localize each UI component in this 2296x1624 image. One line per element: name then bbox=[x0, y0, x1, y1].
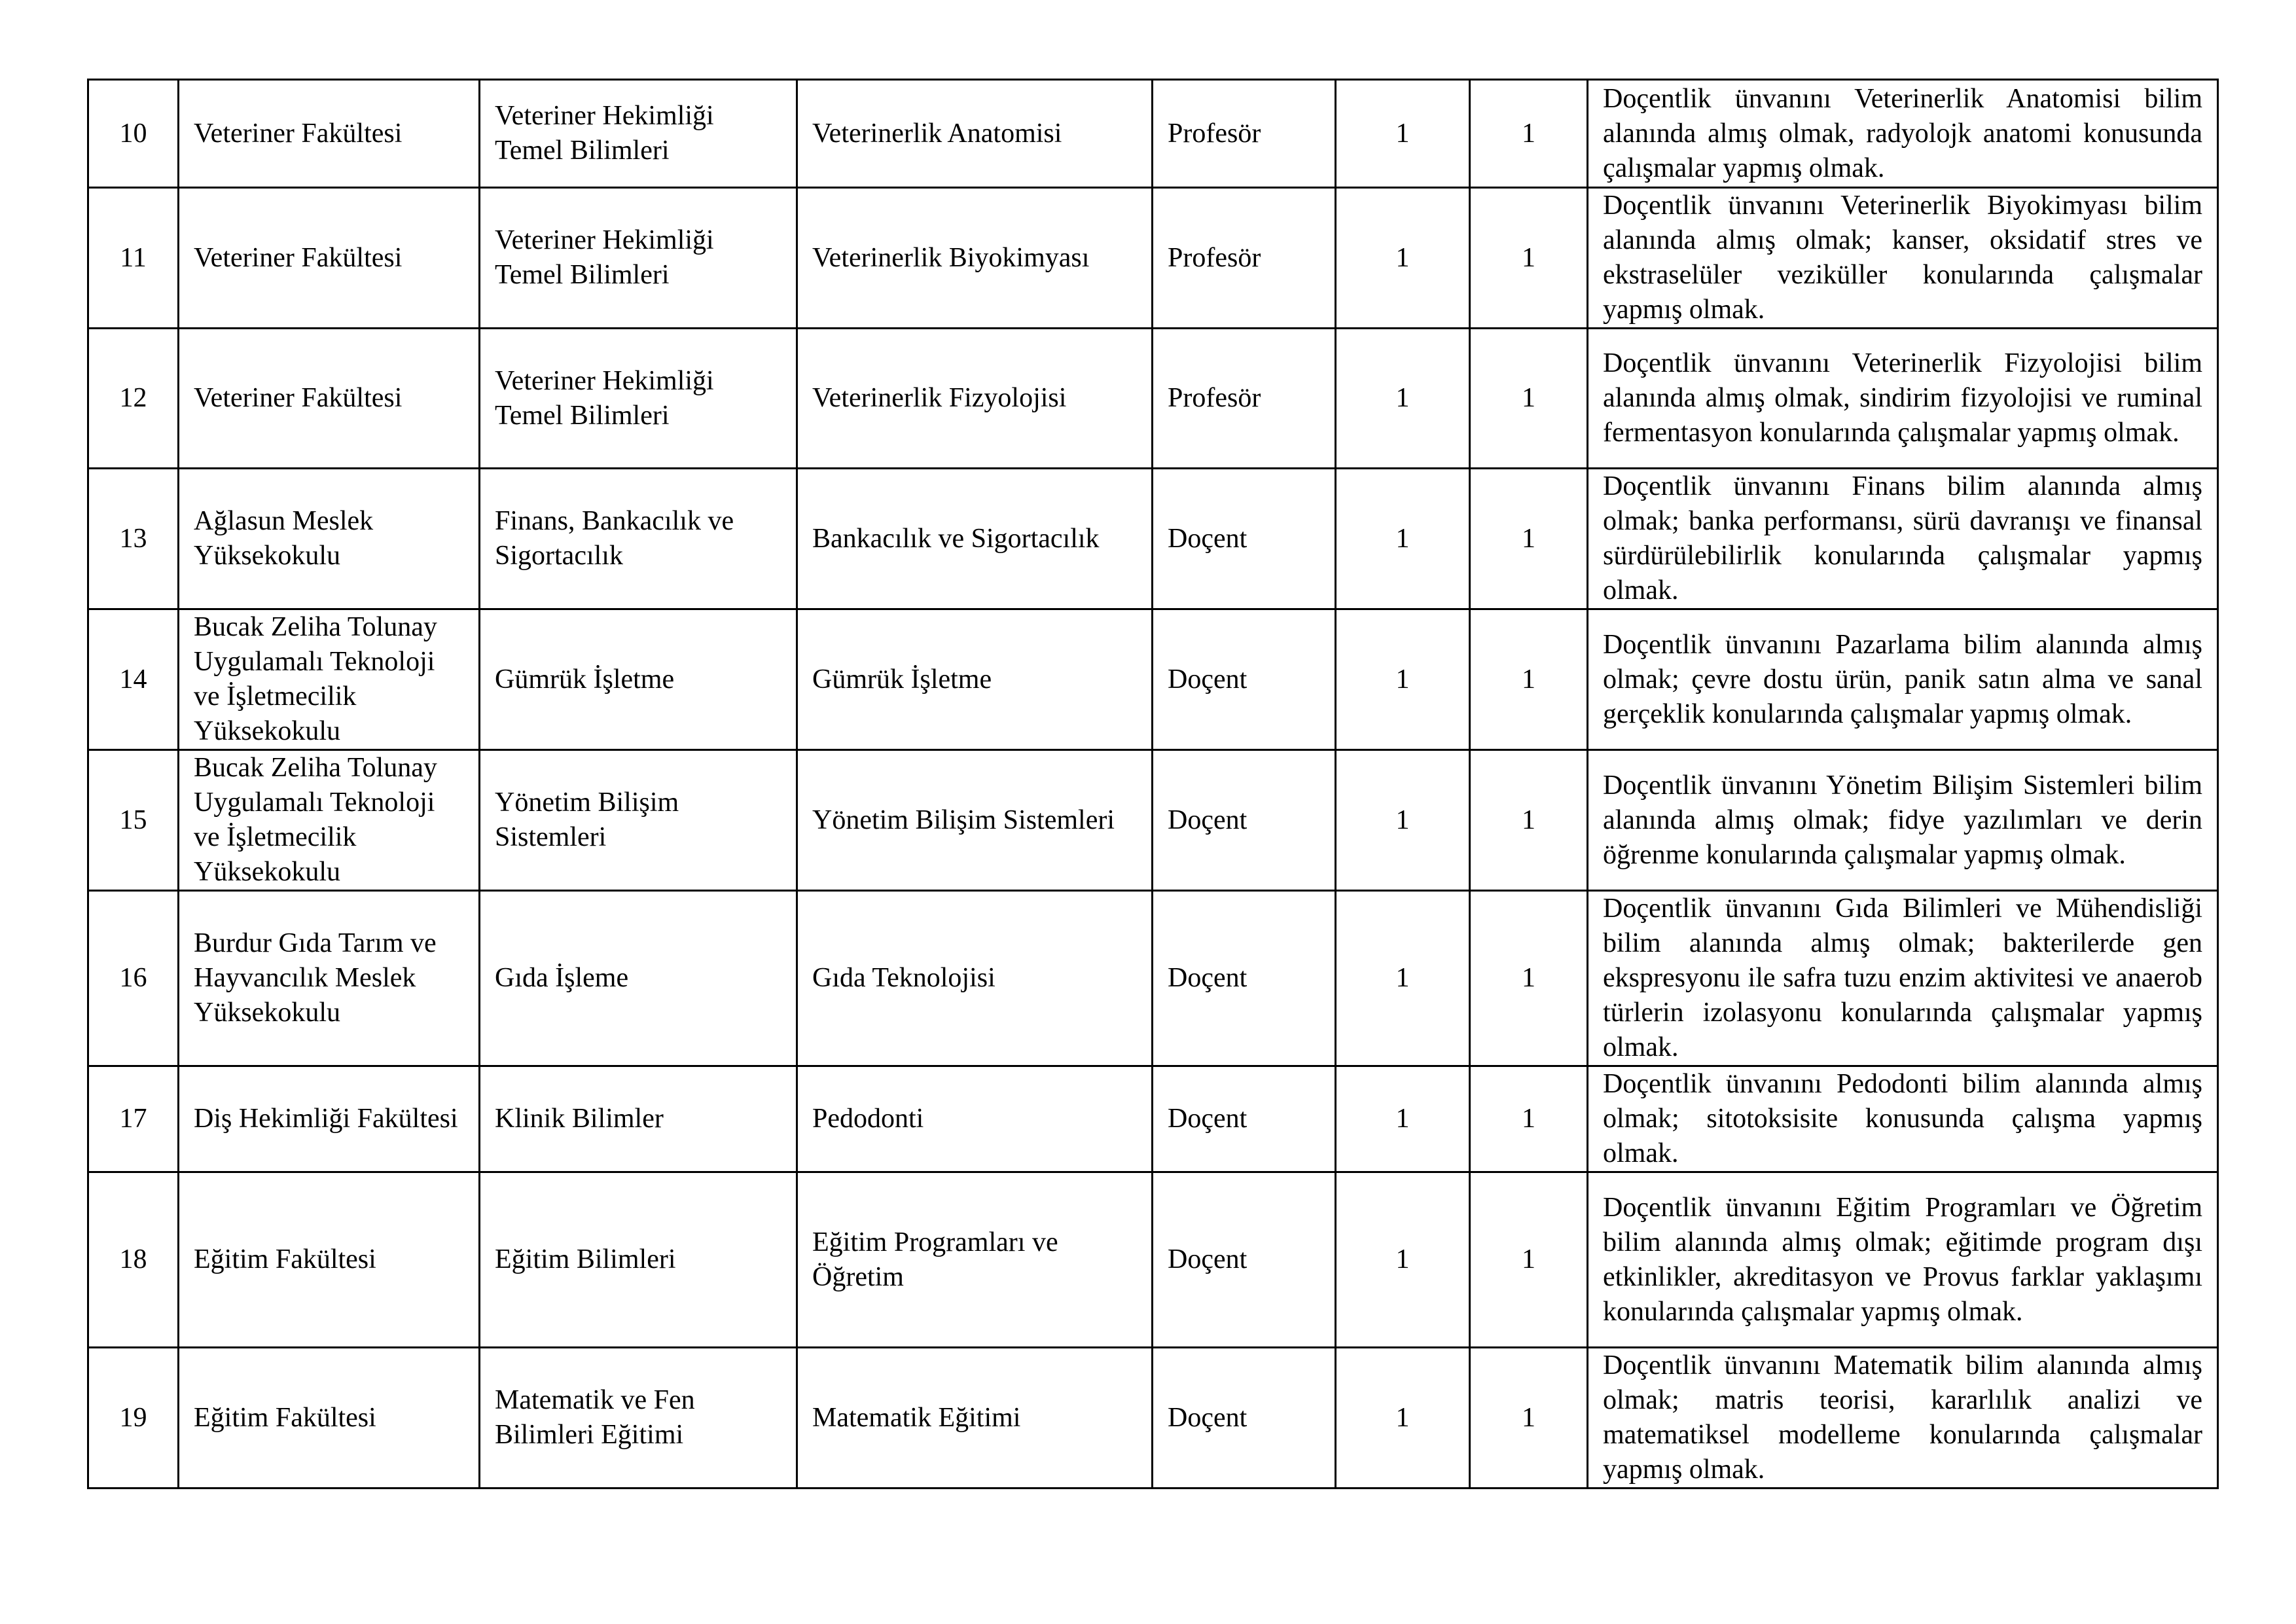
department-cell: Veteriner Hekimliği Temel Bilimleri bbox=[480, 329, 797, 469]
title-cell: Doçent bbox=[1153, 891, 1336, 1066]
degree-cell: 1 bbox=[1336, 188, 1470, 329]
unit-cell: Veteriner Fakültesi bbox=[179, 188, 480, 329]
condition-cell: Doçentlik ünvanını Veterinerlik Anatomisi bilim alanında almış olmak, radyolojk anatomi konusunda çalışmalar yapmış olmak. bbox=[1588, 80, 2218, 188]
table-row bbox=[88, 329, 2218, 469]
degree-cell: 1 bbox=[1336, 1348, 1470, 1489]
condition-cell: Doçentlik ünvanını Gıda Bilimleri ve Mühendisliği bilim alanında almış olmak; bakterilerde gen ekspresyonu ile safra tuzu enzim aktivitesi ve anaerob türlerin izolasyonu konularında çalışmalar yapmış olmak. bbox=[1588, 891, 2218, 1066]
table-row bbox=[88, 1066, 2218, 1172]
unit-cell: Burdur Gıda Tarım ve Hayvancılık Meslek Yüksekokulu bbox=[179, 891, 480, 1066]
degree-cell: 1 bbox=[1336, 891, 1470, 1066]
department-cell: Klinik Bilimler bbox=[480, 1066, 797, 1172]
title-cell: Doçent bbox=[1153, 1172, 1336, 1348]
department-cell: Finans, Bankacılık ve Sigortacılık bbox=[480, 469, 797, 609]
table-row bbox=[88, 1348, 2218, 1489]
row-number: 13 bbox=[88, 469, 179, 609]
faculty-positions-table bbox=[87, 79, 2219, 1489]
table-row bbox=[88, 188, 2218, 329]
condition-cell: Doçentlik ünvanını Matematik bilim alanında almış olmak; matris teorisi, kararlılık analizi ve matematiksel modelleme konularında çalışmalar yapmış olmak. bbox=[1588, 1348, 2218, 1489]
degree-cell: 1 bbox=[1336, 1066, 1470, 1172]
count-cell: 1 bbox=[1470, 609, 1588, 750]
degree-cell: 1 bbox=[1336, 469, 1470, 609]
department-cell: Gıda İşleme bbox=[480, 891, 797, 1066]
degree-cell: 1 bbox=[1336, 329, 1470, 469]
field-cell: Eğitim Programları ve Öğretim bbox=[797, 1172, 1153, 1348]
row-number: 16 bbox=[88, 891, 179, 1066]
unit-cell: Ağlasun Meslek Yüksekokulu bbox=[179, 469, 480, 609]
title-cell: Doçent bbox=[1153, 469, 1336, 609]
field-cell: Veterinerlik Anatomisi bbox=[797, 80, 1153, 188]
department-cell: Yönetim Bilişim Sistemleri bbox=[480, 750, 797, 891]
condition-cell: Doçentlik ünvanını Pazarlama bilim alanında almış olmak; çevre dostu ürün, panik satın alma ve sanal gerçeklik konularında çalışmalar yapmış olmak. bbox=[1588, 609, 2218, 750]
table-row bbox=[88, 80, 2218, 188]
field-cell: Veterinerlik Biyokimyası bbox=[797, 188, 1153, 329]
condition-cell: Doçentlik ünvanını Veterinerlik Biyokimyası bilim alanında almış olmak; kanser, oksidatif stres ve ekstraselüler veziküller konularında çalışmalar yapmış olmak. bbox=[1588, 188, 2218, 329]
department-cell: Gümrük İşletme bbox=[480, 609, 797, 750]
count-cell: 1 bbox=[1470, 891, 1588, 1066]
count-cell: 1 bbox=[1470, 1348, 1588, 1489]
count-cell: 1 bbox=[1470, 469, 1588, 609]
condition-cell: Doçentlik ünvanını Pedodonti bilim alanında almış olmak; sitotoksisite konusunda çalışma yapmış olmak. bbox=[1588, 1066, 2218, 1172]
field-cell: Bankacılık ve Sigortacılık bbox=[797, 469, 1153, 609]
condition-cell: Doçentlik ünvanını Yönetim Bilişim Sistemleri bilim alanında almış olmak; fidye yazılımları ve derin öğrenme konularında çalışmalar yapmış olmak. bbox=[1588, 750, 2218, 891]
department-cell: Eğitim Bilimleri bbox=[480, 1172, 797, 1348]
row-number: 14 bbox=[88, 609, 179, 750]
table-row bbox=[88, 1172, 2218, 1348]
table-row bbox=[88, 609, 2218, 750]
condition-cell: Doçentlik ünvanını Eğitim Programları ve Öğretim bilim alanında almış olmak; eğitimde program dışı etkinlikler, akreditasyon ve Provus farklar yaklaşımı konularında çalışmalar yapmış olmak. bbox=[1588, 1172, 2218, 1348]
field-cell: Veterinerlik Fizyolojisi bbox=[797, 329, 1153, 469]
department-cell: Veteriner Hekimliği Temel Bilimleri bbox=[480, 80, 797, 188]
row-number: 12 bbox=[88, 329, 179, 469]
degree-cell: 1 bbox=[1336, 80, 1470, 188]
count-cell: 1 bbox=[1470, 750, 1588, 891]
unit-cell: Bucak Zeliha Tolunay Uygulamalı Teknoloji ve İşletmecilik Yüksekokulu bbox=[179, 750, 480, 891]
count-cell: 1 bbox=[1470, 329, 1588, 469]
title-cell: Doçent bbox=[1153, 609, 1336, 750]
table-row bbox=[88, 469, 2218, 609]
row-number: 11 bbox=[88, 188, 179, 329]
title-cell: Doçent bbox=[1153, 1066, 1336, 1172]
count-cell: 1 bbox=[1470, 1066, 1588, 1172]
degree-cell: 1 bbox=[1336, 750, 1470, 891]
title-cell: Profesör bbox=[1153, 80, 1336, 188]
unit-cell: Eğitim Fakültesi bbox=[179, 1348, 480, 1489]
field-cell: Pedodonti bbox=[797, 1066, 1153, 1172]
condition-cell: Doçentlik ünvanını Veterinerlik Fizyolojisi bilim alanında almış olmak, sindirim fizyolojisi ve ruminal fermentasyon konularında çalışmalar yapmış olmak. bbox=[1588, 329, 2218, 469]
field-cell: Gıda Teknolojisi bbox=[797, 891, 1153, 1066]
title-cell: Doçent bbox=[1153, 1348, 1336, 1489]
row-number: 10 bbox=[88, 80, 179, 188]
row-number: 19 bbox=[88, 1348, 179, 1489]
table-row bbox=[88, 750, 2218, 891]
title-cell: Profesör bbox=[1153, 188, 1336, 329]
table-row bbox=[88, 891, 2218, 1066]
count-cell: 1 bbox=[1470, 80, 1588, 188]
unit-cell: Veteriner Fakültesi bbox=[179, 329, 480, 469]
condition-cell: Doçentlik ünvanını Finans bilim alanında almış olmak; banka performansı, sürü davranışı ve finansal sürdürülebilirlik konularında çalışmalar yapmış olmak. bbox=[1588, 469, 2218, 609]
row-number: 17 bbox=[88, 1066, 179, 1172]
unit-cell: Diş Hekimliği Fakültesi bbox=[179, 1066, 480, 1172]
department-cell: Veteriner Hekimliği Temel Bilimleri bbox=[480, 188, 797, 329]
row-number: 15 bbox=[88, 750, 179, 891]
degree-cell: 1 bbox=[1336, 1172, 1470, 1348]
row-number: 18 bbox=[88, 1172, 179, 1348]
field-cell: Gümrük İşletme bbox=[797, 609, 1153, 750]
field-cell: Matematik Eğitimi bbox=[797, 1348, 1153, 1489]
title-cell: Profesör bbox=[1153, 329, 1336, 469]
unit-cell: Veteriner Fakültesi bbox=[179, 80, 480, 188]
title-cell: Doçent bbox=[1153, 750, 1336, 891]
field-cell: Yönetim Bilişim Sistemleri bbox=[797, 750, 1153, 891]
degree-cell: 1 bbox=[1336, 609, 1470, 750]
department-cell: Matematik ve Fen Bilimleri Eğitimi bbox=[480, 1348, 797, 1489]
unit-cell: Eğitim Fakültesi bbox=[179, 1172, 480, 1348]
count-cell: 1 bbox=[1470, 188, 1588, 329]
unit-cell: Bucak Zeliha Tolunay Uygulamalı Teknoloji ve İşletmecilik Yüksekokulu bbox=[179, 609, 480, 750]
count-cell: 1 bbox=[1470, 1172, 1588, 1348]
